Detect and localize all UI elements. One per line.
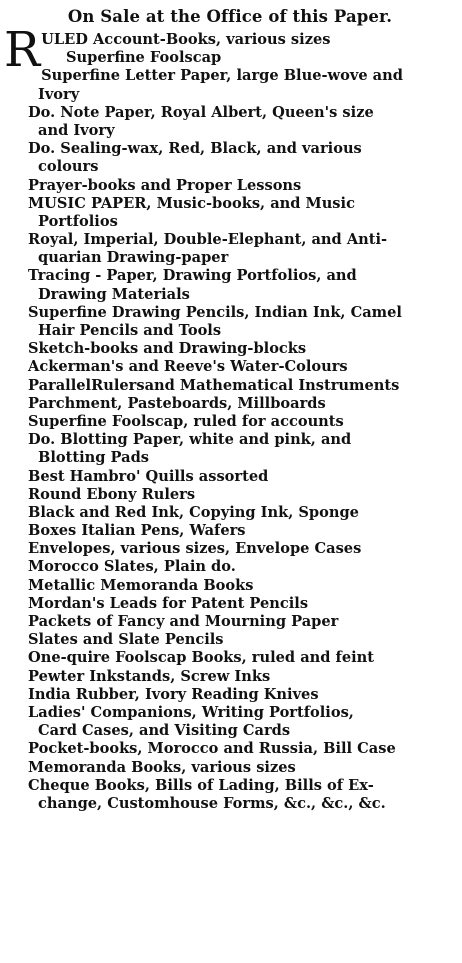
list-item-line: Prayer-books and Proper Lessons: [28, 176, 302, 194]
list-item: [4, 177, 456, 195]
list-item: [4, 431, 456, 467]
list-item: [4, 740, 456, 758]
list-item: [4, 558, 456, 576]
list-item-line: Mordan's Leads for Patent Pencils: [28, 594, 309, 612]
list-item-line: Sketch-books and Drawing-blocks: [28, 340, 307, 358]
list-item: [4, 686, 456, 704]
list-item-continuation: and Ivory: [38, 121, 115, 139]
list-item-line: Tracing - Paper, Drawing Portfolios, and: [28, 267, 357, 285]
list-item-continuation: colours: [38, 158, 99, 176]
list-item-line: Ladies' Companions, Writing Portfolios,: [28, 703, 354, 721]
list-item-line: Pocket-books, Morocco and Russia, Bill Case: [28, 740, 396, 758]
list-item-line: Superfine Foolscap, ruled for accounts: [28, 412, 344, 430]
list-item: [4, 195, 456, 231]
list-item-continuation: quarian Drawing-paper: [38, 249, 229, 267]
list-item: [4, 358, 456, 376]
list-item-continuation: Portfolios: [38, 212, 118, 230]
list-item-continuation: Hair Pencils and Tools: [38, 322, 222, 339]
list-item: [4, 540, 456, 558]
list-item: [4, 413, 456, 431]
list-item: [4, 140, 456, 176]
list-item: [4, 595, 456, 613]
list-item-line: Do. Note Paper, Royal Albert, Queen's size: [28, 103, 374, 121]
list-item-line: Do. Sealing-wax, Red, Black, and various: [28, 140, 362, 158]
list-item: [4, 395, 456, 413]
list-item: [4, 777, 456, 813]
stationery-list: [4, 22, 456, 813]
list-item-line: ParallelRulersand Mathematical Instruments: [28, 376, 400, 394]
list-item: [4, 231, 456, 267]
list-item: [4, 340, 456, 358]
list-item: [4, 377, 456, 395]
list-item-line: MUSIC PAPER, Music-books, and Music: [28, 194, 355, 212]
list-item-line: India Rubber, Ivory Reading Knives: [28, 685, 319, 703]
list-item-line: Pewter Inkstands, Screw Inks: [28, 667, 271, 685]
list-item-continuation: Ivory: [38, 85, 80, 103]
list-item-line: Envelopes, various sizes, Envelope Cases: [28, 540, 362, 558]
list-item: [4, 649, 456, 667]
list-item: [4, 504, 456, 522]
list-item-line: Do. Blotting Paper, white and pink, and: [28, 431, 352, 449]
list-item: [4, 759, 456, 777]
list-item: [4, 267, 456, 303]
advert-title: On Sale at the Office of this Paper.: [67, 7, 393, 26]
list-item-line: Black and Red Ink, Copying Ink, Sponge: [28, 503, 359, 521]
list-item: [4, 468, 456, 486]
list-item-line: Best Hambro' Quills assorted: [28, 467, 269, 485]
dropcap-letter: R: [4, 22, 41, 78]
list-item-line: Memoranda Books, various sizes: [28, 758, 296, 776]
list-item: [4, 613, 456, 631]
list-item: [4, 704, 456, 740]
list-item: [4, 522, 456, 540]
list-item-line: ULED Account-Books, various sizes: [41, 31, 331, 48]
list-item: [4, 486, 456, 504]
list-item: [4, 577, 456, 595]
list-item-continuation: Superfine Foolscap: [66, 49, 222, 67]
list-item-continuation: change, Customhouse Forms, &c., &c., &c.: [38, 794, 386, 812]
list-item-line: Royal, Imperial, Double-Elephant, and Anti-: [28, 231, 388, 249]
list-item-line: One-quire Foolscap Books, ruled and feint: [28, 649, 375, 667]
list-item: [4, 104, 456, 140]
list-item-continuation: Card Cases, and Visiting Cards: [38, 722, 291, 740]
list-item-continuation: Drawing Materials: [38, 285, 190, 303]
list-item-line: Metallic Memoranda Books: [28, 576, 254, 594]
list-item-line: Superfine Letter Paper, large Blue-wove and: [41, 67, 403, 85]
list-item-line: Boxes Italian Pens, Wafers: [28, 522, 246, 540]
list-item-line: Packets of Fancy and Mourning Paper: [28, 613, 339, 630]
list-item-line: Morocco Slates, Plain do.: [28, 558, 236, 576]
list-item-line: Ackerman's and Reeve's Water-Colours: [28, 358, 348, 376]
list-item-line: Parchment, Pasteboards, Millboards: [28, 394, 326, 412]
list-item-continuation: Blotting Pads: [38, 449, 149, 467]
list-item-line: Superfine Drawing Pencils, Indian Ink, Camel: [28, 303, 402, 321]
list-item: [4, 304, 456, 340]
list-item: [4, 668, 456, 686]
list-item: [4, 67, 456, 103]
list-item-line: Slates and Slate Pencils: [28, 631, 224, 649]
list-item-line: Round Ebony Rulers: [28, 485, 196, 503]
list-item: [4, 631, 456, 649]
list-item-line: Cheque Books, Bills of Lading, Bills of Ex-: [28, 776, 374, 794]
